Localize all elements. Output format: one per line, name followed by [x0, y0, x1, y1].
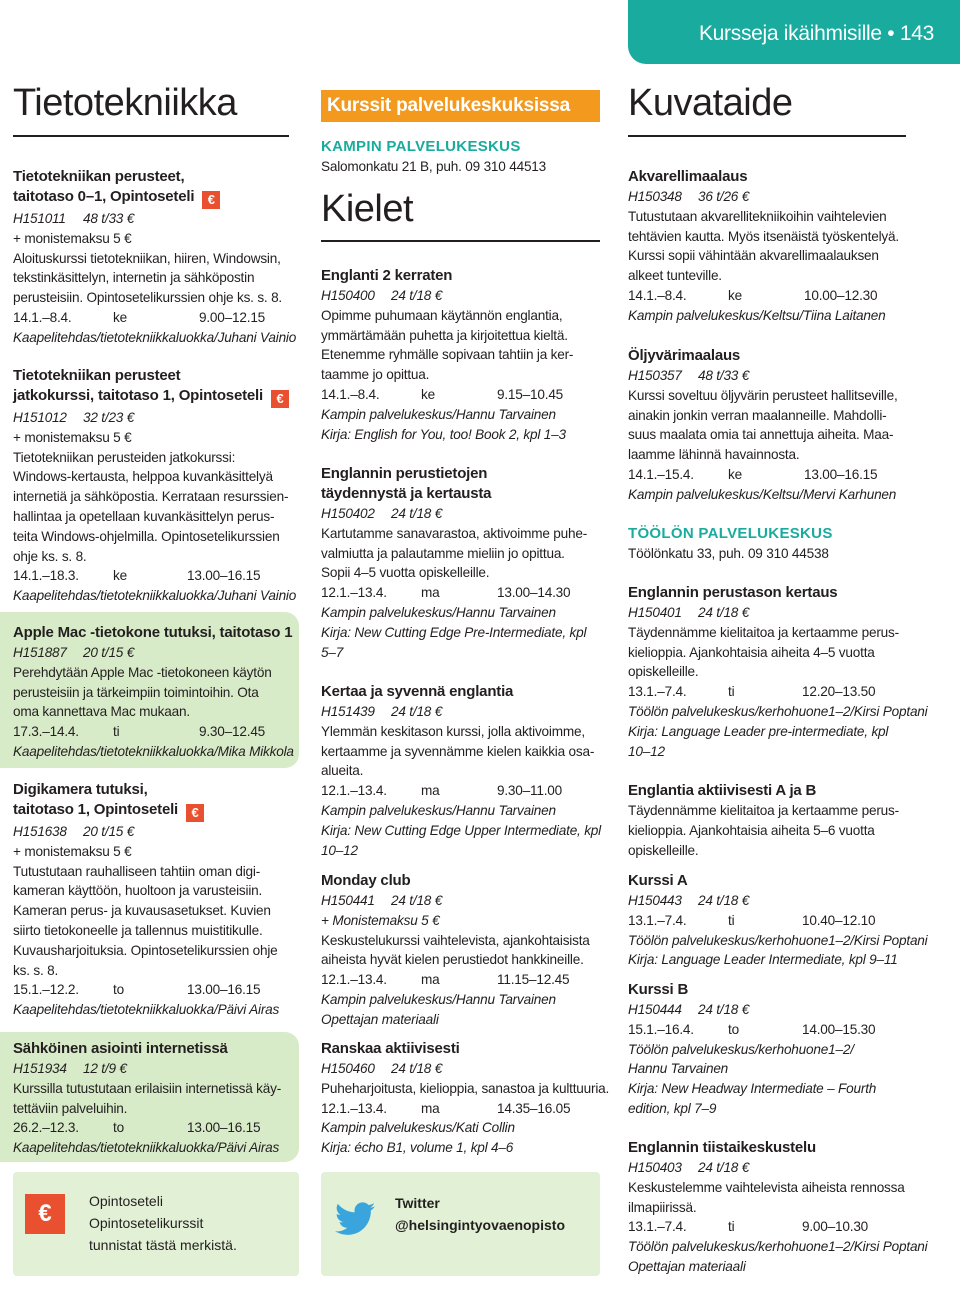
course-dates: 14.1.–8.4.: [13, 309, 72, 325]
course-code: H151012: [13, 410, 67, 425]
course-day: ke: [113, 568, 127, 584]
course-desc-line: opiskelleille.: [628, 664, 699, 680]
course-book: Kirja: écho B1, volume 1, kpl 4–6: [321, 1140, 514, 1156]
course-place: Kaapelitehdas/tietotekniikkaluokka/Juhani Vainio: [13, 329, 297, 345]
section-header-tab: [628, 0, 960, 64]
course-book: Opettajan materiaali: [321, 1011, 439, 1027]
banner-label: Kurssit palvelukeskuksissa: [327, 95, 570, 116]
course-desc-line: valmiutta ja palautamme mieliin jo opittua.: [321, 545, 565, 561]
course-place: Töölön palvelukeskus/kerhohuone1–2/: [628, 1041, 854, 1057]
course-code: H150402: [321, 506, 375, 521]
course-time: 9.15–10.45: [497, 386, 564, 402]
course-book: Kirja: Language Leader Intermediate, kpl 9–11: [628, 952, 898, 968]
course-title: Apple Mac -tietokone tutuksi, taitotaso 1: [13, 624, 293, 641]
course-place: Hannu Tarvainen: [628, 1061, 729, 1077]
euro-icon: €: [202, 191, 220, 209]
course-desc-line: Tutustutaan rauhalliseen tahtiin oman digi-: [13, 863, 261, 879]
twitter-icon: [335, 1202, 375, 1236]
course-time: 14.35–16.05: [497, 1100, 571, 1116]
course-desc-line: taamme jo opittua.: [321, 367, 430, 383]
course-extra-fee: + Monistemaksu 5 €: [321, 912, 440, 928]
course-time: 13.00–16.15: [187, 568, 261, 584]
course-akvarellimaalaus: [628, 167, 899, 326]
course-kurssi-b: [628, 980, 876, 1119]
course-tietotekniikan-perusteet: [13, 167, 296, 348]
course-price: 48 t/33 €: [698, 368, 750, 383]
course-desc-line: ilmapiirissä.: [628, 1199, 697, 1215]
course-desc-line: Aloituskurssi tietotekniikan, hiiren, Windowsin,: [13, 250, 281, 266]
course-price: 24 t/18 €: [698, 1002, 750, 1017]
course-price: 20 t/15 €: [83, 645, 135, 660]
course-extra-fee: + monistemaksu 5 €: [13, 429, 132, 445]
course-desc-line: ohje ks. s. 8.: [13, 548, 87, 564]
location-name: TÖÖLÖN PALVELUKESKUS: [628, 525, 833, 542]
course-dates: 13.1.–7.4.: [628, 1219, 687, 1235]
course-price: 24 t/18 €: [698, 605, 750, 620]
course-place: Kampin palvelukeskus/Hannu Tarvainen: [321, 604, 556, 620]
course-desc-line: kameran käyttöön, huoltoon ja varusteisiin.: [13, 883, 263, 899]
course-dates: 14.1.–8.4.: [628, 287, 687, 303]
course-day: ke: [421, 386, 435, 402]
course-englannin-perustietojen: [321, 464, 587, 662]
course-day: ti: [113, 724, 120, 740]
course-price: 32 t/23 €: [83, 410, 135, 425]
course-price: 48 t/33 €: [83, 211, 135, 226]
course-day: ke: [728, 287, 742, 303]
foot-line: Opintoseteli: [89, 1193, 163, 1209]
course-place: Kampin palvelukeskus/Kati Collin: [321, 1120, 515, 1136]
course-code: H150441: [321, 893, 375, 908]
course-place: Kaapelitehdas/tietotekniikkaluokka/Päivi Airas: [13, 1002, 280, 1018]
course-title: taitotaso 1, Opintoseteli: [13, 801, 179, 818]
course-dates: 14.1.–18.3.: [13, 568, 79, 584]
course-desc-line: siirto tietokoneelle ja tallennus muistitikulle.: [13, 922, 263, 938]
course-title: Englannin perustietojen: [321, 465, 488, 482]
course-sahkoinen-asiointi: [13, 1039, 281, 1158]
foot-line: Opintosetelikurssit: [89, 1215, 204, 1231]
course-title: Englannin perustason kertaus: [628, 584, 838, 601]
course-desc-line: alueita.: [321, 763, 364, 779]
course-time: 11.15–12.45: [497, 972, 570, 988]
course-desc-line: Perehdytään Apple Mac -tietokoneen käytön: [13, 664, 272, 680]
course-day: to: [113, 1120, 124, 1136]
section-title-tietotekniikka: Tietotekniikka: [13, 82, 237, 124]
course-desc-line: Kartutamme sanavarastoa, aktivoimme puhe-: [321, 525, 588, 541]
course-kurssi-a: [628, 871, 927, 970]
palvelukeskus-banner: [321, 90, 600, 122]
course-day: to: [728, 1021, 739, 1037]
course-place: Kaapelitehdas/tietotekniikkaluokka/Päivi Airas: [13, 1140, 280, 1156]
euro-icon: €: [25, 1194, 65, 1234]
course-title: Akvarellimaalaus: [628, 168, 748, 185]
course-time: 13.00–16.15: [804, 466, 878, 482]
course-day: ma: [421, 585, 440, 601]
euro-icon: €: [271, 390, 289, 408]
course-desc-line: Kuvausharjoituksia. Opintosetelikurssien ohje: [13, 942, 278, 958]
euro-icon: €: [186, 804, 204, 822]
course-desc-line: Puheharjoitusta, kielioppia, sanastoa ja kulttuuria.: [321, 1080, 610, 1096]
course-desc-line: aiheista hyvät kielen perustiedot hankkineille.: [321, 952, 584, 968]
course-code: H150443: [628, 893, 682, 908]
course-englannin-perustason: [628, 583, 927, 761]
course-code: H151638: [13, 824, 67, 839]
course-title: täydennystä ja kertausta: [321, 485, 492, 502]
course-code: H150401: [628, 605, 682, 620]
course-day: ma: [421, 783, 440, 799]
course-day: ti: [728, 912, 735, 928]
course-price: 20 t/15 €: [83, 824, 135, 839]
course-title: jatkokurssi, taitotaso 1, Opintoseteli: [13, 387, 263, 404]
course-title: Englantia aktiivisesti A ja B: [628, 782, 817, 799]
opintoseteli-info-box: [13, 1172, 299, 1276]
course-place: Kampin palvelukeskus/Hannu Tarvainen: [321, 802, 556, 818]
location-address: Töölönkatu 33, puh. 09 310 44538: [628, 545, 829, 561]
course-desc-line: Kameran perus- ja kuvausasetukset. Kuvien: [13, 903, 271, 919]
course-place: Töölön palvelukeskus/kerhohuone1–2/Kirsi Poptani: [628, 932, 928, 948]
course-desc-line: ks. s. 8.: [13, 962, 59, 978]
course-desc-line: perusteisiin ja tärkeimpiin toimintoihin. Ota: [13, 684, 259, 700]
course-place: Kampin palvelukeskus/Hannu Tarvainen: [321, 406, 556, 422]
course-code: H150403: [628, 1160, 682, 1175]
course-price: 24 t/18 €: [698, 1160, 750, 1175]
course-desc-line: internetiä ja sähköpostia. Kerrataan resurssien-: [13, 489, 289, 505]
course-dates: 13.1.–7.4.: [628, 684, 687, 700]
course-desc-line: tekstinkäsittelyn, internetin ja sähköpostin: [13, 270, 255, 286]
course-desc-line: Windows-kertausta, helppoa kuvankäsittelyä: [13, 469, 273, 485]
course-place: Kaapelitehdas/tietotekniikkaluokka/Juhani Vainio: [13, 588, 297, 604]
course-place: Töölön palvelukeskus/kerhohuone1–2/Kirsi Poptani: [628, 1239, 928, 1255]
section-header-label: Kursseja ikäihmisille • 143: [698, 22, 934, 45]
course-title: Öljyvärimaalaus: [628, 347, 741, 364]
course-price: 24 t/18 €: [391, 893, 443, 908]
course-desc-line: Täydennämme kielitaitoa ja kertaamme perus-: [628, 803, 899, 818]
course-dates: 12.1.–13.4.: [321, 783, 387, 799]
course-dates: 12.1.–13.4.: [321, 1100, 387, 1116]
course-code: H150357: [628, 368, 682, 383]
course-title: Englannin tiistaikeskustelu: [628, 1139, 816, 1156]
course-desc-line: perusteisiin. Opintosetelikurssien ohje ks. s. 8.: [13, 290, 283, 306]
course-price: 24 t/18 €: [391, 506, 443, 521]
course-desc-line: Tietotekniikan perusteiden jatkokurssi:: [13, 449, 236, 465]
kamppi-location: [321, 137, 546, 177]
course-code: H151934: [13, 1061, 67, 1076]
course-place: Töölön palvelukeskus/kerhohuone1–2/Kirsi Poptani: [628, 703, 928, 719]
course-desc-line: ymmärtämään puhetta ja kirjoitettua kieltä.: [321, 327, 568, 343]
course-day: to: [113, 982, 124, 998]
course-dates: 15.1.–12.2.: [13, 982, 79, 998]
title-rule: [13, 135, 289, 137]
course-book: 5–7: [321, 644, 344, 660]
course-code: H151887: [13, 645, 67, 660]
twitter-handle-link[interactable]: @helsingintyovaenopisto: [395, 1217, 566, 1233]
course-code: H151011: [13, 211, 66, 226]
course-title: Ranskaa aktiivisesti: [321, 1040, 460, 1057]
course-desc-line: Opimme puhumaan käytännön englantia,: [321, 307, 563, 323]
course-dates: 13.1.–7.4.: [628, 912, 687, 928]
course-book: 10–12: [628, 743, 665, 759]
course-kertaa-ja-syvenna: [321, 682, 601, 860]
course-apple-mac: [13, 623, 294, 762]
course-title: taitotaso 0–1, Opintoseteli: [13, 188, 195, 205]
course-dates: 15.1.–16.4.: [628, 1021, 694, 1037]
course-desc-line: oma kannettava Mac mukaan.: [13, 704, 190, 720]
course-day: ti: [728, 684, 735, 700]
course-title: Tietotekniikan perusteet,: [13, 168, 185, 185]
course-digikamera: [13, 780, 279, 1020]
course-desc-line: Etenemme ryhmälle sopivaan tahtiin ja ker-: [321, 347, 574, 363]
course-price: 36 t/26 €: [698, 189, 750, 204]
course-desc-line: ainakin jonkin verran maalanneille. Mahdolli-: [628, 407, 887, 423]
course-title: Digikamera tutuksi,: [13, 781, 148, 798]
course-code: H150348: [628, 189, 682, 204]
course-oljyvarimaalaus: [628, 346, 898, 505]
course-day: ti: [728, 1219, 735, 1235]
course-desc-line: hallintaa ja opetellaan kuvankäsittelyn perus-: [13, 508, 275, 524]
course-desc-line: Keskustelukurssi vaihtelevista, ajankohtaisista: [321, 932, 590, 948]
location-name: KAMPIN PALVELUKESKUS: [321, 138, 521, 155]
course-desc-line: opiskelleille.: [628, 842, 699, 858]
course-code: H151439: [321, 704, 375, 719]
course-time: 9.30–12.45: [199, 724, 266, 740]
course-code: H150444: [628, 1002, 682, 1017]
course-time: 13.00–16.15: [187, 982, 261, 998]
course-dates: 12.1.–13.4.: [321, 585, 387, 601]
course-day: ma: [421, 972, 440, 988]
course-tiistaikeskustelu: [628, 1138, 927, 1277]
course-time: 9.00–10.30: [802, 1219, 869, 1235]
course-desc-line: kielioppia. Ajankohtaisia aiheita 5–6 vuotta: [628, 822, 875, 838]
course-ranskaa: [321, 1039, 609, 1158]
course-title: Englanti 2 kerraten: [321, 267, 453, 284]
course-desc-line: tehtävien kautta. Myös itsenäistä työskentelyä.: [628, 228, 899, 244]
course-place: Kampin palvelukeskus/Hannu Tarvainen: [321, 991, 556, 1007]
course-time: 13.00–14.30: [497, 585, 571, 601]
course-desc-line: Kurssilla tutustutaan erilaisiin internetissä käy-: [13, 1080, 282, 1096]
course-dates: 12.1.–13.4.: [321, 972, 387, 988]
section-title-kuvataide: Kuvataide: [628, 82, 793, 124]
twitter-label: Twitter: [395, 1195, 440, 1211]
location-address: Salomonkatu 21 B, puh. 09 310 44513: [321, 158, 547, 174]
course-book: Kirja: New Cutting Edge Upper Intermediate, kpl: [321, 822, 601, 838]
course-englanti-2: [321, 266, 573, 444]
course-book: Opettajan materiaali: [628, 1258, 746, 1274]
course-desc-line: teita Windows-ohjelmilla. Opintosetelikurssien: [13, 528, 280, 544]
course-monday-club: [321, 871, 590, 1030]
course-desc-line: Täydennämme kielitaitoa ja kertaamme perus-: [628, 624, 899, 640]
course-desc-line: laamme lähinnä havainnosta.: [628, 447, 800, 463]
course-title: Monday club: [321, 872, 411, 889]
course-day: ke: [113, 309, 127, 325]
course-desc-line: suus maalata omia tai annettuja aiheita. Maa-: [628, 427, 894, 443]
course-price: 24 t/18 €: [391, 704, 443, 719]
course-place: Kampin palvelukeskus/Keltsu/Mervi Karhunen: [628, 486, 897, 502]
course-code: H150400: [321, 288, 375, 303]
course-tietotekniikan-jatkokurssi: [13, 366, 296, 606]
course-dates: 14.1.–8.4.: [321, 386, 380, 402]
course-code: H150460: [321, 1061, 375, 1076]
course-desc-line: Ylemmän keskitason kurssi, jolla aktivoimme,: [321, 723, 585, 739]
course-time: 9.30–11.00: [497, 783, 563, 799]
title-rule: [628, 135, 906, 137]
course-title: Kertaa ja syvennä englantia: [321, 683, 514, 700]
foot-line: tunnistat tästä merkistä.: [89, 1237, 237, 1253]
course-book: Kirja: New Cutting Edge Pre-Intermediate, kpl: [321, 624, 587, 640]
course-desc-line: kertaamme ja syvennämme kielen kaikkia osa-: [321, 743, 595, 759]
title-rule: [321, 240, 600, 242]
course-desc-line: kielioppia. Ajankohtaisia aiheita 4–5 vuotta: [628, 644, 875, 660]
course-extra-fee: + monistemaksu 5 €: [13, 843, 132, 859]
course-time: 9.00–12.15: [199, 309, 266, 325]
course-dates: 26.2.–12.3.: [13, 1120, 79, 1136]
course-desc-line: Kurssi soveltuu öljyvärin perusteet hallitseville,: [628, 387, 898, 403]
twitter-info-box: [321, 1172, 600, 1276]
course-title: Sähköinen asiointi internetissä: [13, 1040, 228, 1057]
course-desc-line: Kurssi sopii vähintään akvarellimaalauksen: [628, 248, 879, 264]
course-desc-line: Sopii 4–5 vuotta opiskelleille.: [321, 565, 490, 581]
course-place: Kaapelitehdas/tietotekniikkaluokka/Mika Mikkola: [13, 743, 294, 759]
course-book: Kirja: New Headway Intermediate – Fourth: [628, 1081, 877, 1097]
course-price: 24 t/18 €: [391, 1061, 443, 1076]
course-price: 24 t/18 €: [698, 893, 750, 908]
course-book: edition, kpl 7–9: [628, 1100, 717, 1116]
course-day: ke: [728, 466, 742, 482]
course-time: 14.00–15.30: [802, 1021, 876, 1037]
course-time: 12.20–13.50: [802, 684, 876, 700]
course-book: Kirja: English for You, too! Book 2, kpl 1–3: [321, 426, 566, 442]
course-desc-line: Tutustutaan akvarellitekniikoihin vaihtelevien: [628, 208, 887, 224]
course-time: 10.00–12.30: [804, 287, 878, 303]
course-dates: 14.1.–15.4.: [628, 466, 694, 482]
course-title: Kurssi B: [628, 981, 689, 998]
course-price: 12 t/9 €: [83, 1061, 127, 1076]
course-title: Kurssi A: [628, 872, 688, 889]
section-title-kielet: Kielet: [321, 188, 414, 230]
course-place: Kampin palvelukeskus/Keltsu/Tiina Laitanen: [628, 307, 886, 323]
course-time: 13.00–16.15: [187, 1120, 261, 1136]
course-desc-line: tettäviin palveluihin.: [13, 1100, 128, 1116]
toolo-location: [628, 524, 833, 564]
course-dates: 17.3.–14.4.: [13, 724, 79, 740]
course-title: Tietotekniikan perusteet: [13, 367, 181, 384]
course-desc-line: Keskustelemme vaihtelevista aiheista rennossa: [628, 1179, 905, 1195]
course-englantia-aktiivisesti: [628, 781, 899, 860]
course-desc-line: alkeet tunteville.: [628, 268, 722, 284]
course-price: 24 t/18 €: [391, 288, 443, 303]
course-book: 10–12: [321, 842, 358, 858]
course-extra-fee: + monistemaksu 5 €: [13, 230, 132, 246]
course-day: ma: [421, 1100, 440, 1116]
course-book: Kirja: Language Leader pre-intermediate, kpl: [628, 723, 889, 739]
course-time: 10.40–12.10: [802, 912, 876, 928]
